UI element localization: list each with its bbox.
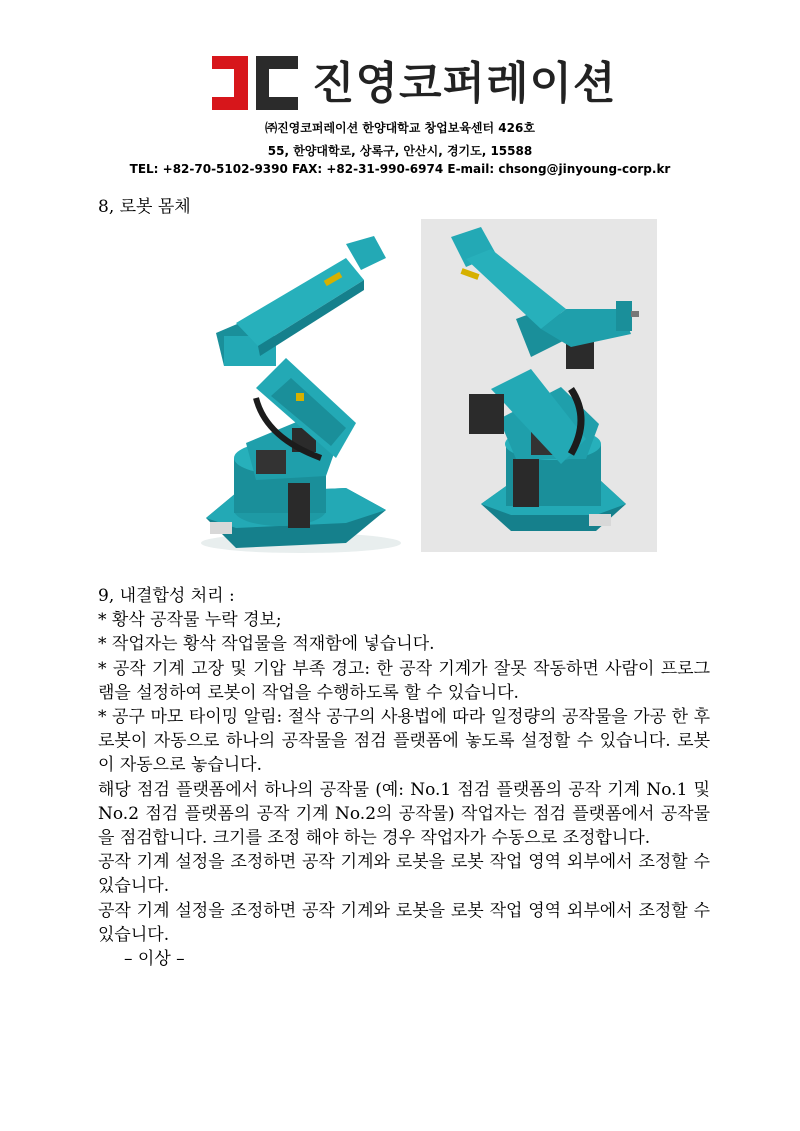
paragraph: * 작업자는 황삭 작업물을 적재함에 넣습니다.: [98, 634, 435, 655]
paragraph: 공작 기계 설정을 조정하면 공작 기계와 로봇을 로봇 작업 영역 외부에서 조정할 수 있습니다.: [98, 852, 710, 897]
paragraph: * 공작 기계 고장 및 기압 부족 경고: 한 공작 기계가 잘못 작동하면 사람이 프로그램을 설정하여 로봇이 작업을 수행하도록 할 수 있습니다.: [98, 658, 710, 703]
paragraph: 9, 내결합성 처리 :: [98, 586, 235, 606]
logo-letter-c: [256, 56, 298, 110]
section-8-title: 8, 로봇 몸체: [98, 197, 191, 217]
company-logo: [208, 54, 300, 112]
section-9-text: [98, 584, 710, 971]
contact-line: TEL: +82-70-5102-9390 FAX: +82-31-990-6974 E-mail: chsong@jinyoung-corp.kr: [129, 162, 671, 176]
paragraph: 공작 기계 설정을 조정하면 공작 기계와 로봇을 로봇 작업 영역 외부에서 조정할 수 있습니다.: [98, 900, 710, 945]
address-line-1: ㈜진영코퍼레이션 한양대학교 창업보육센터 426호: [265, 121, 535, 135]
paragraph: * 황삭 공작물 누락 경보;: [98, 610, 282, 631]
paragraph: * 공구 마모 타이밍 알림: 절삭 공구의 사용법에 따라 일정량의 공작물을 가공 한 후 로봇이 자동으로 하나의 공작물을 점검 플랫폼에 놓도록 설정할 수 있습니다. 로봇이 자동으로 놓습니다.: [98, 707, 710, 776]
address-line-2: 55, 한양대학로, 상록구, 안산시, 경기도, 15588: [267, 144, 533, 158]
robot-photo-2: [421, 219, 657, 552]
robot-photo-1: [196, 218, 402, 566]
paragraph: 해당 점검 플랫폼에서 하나의 공작물 (예: No.1 점검 플랫폼의 공작 기계 No.1 및 No.2 점검 플랫폼의 공작 기계 No.2의 공작물) 작업자는 점검 플랫폼에서 공작물을 점검합니다. 크기를 조정 해야 하는 경우 작업자가 수동으로 조정합니다.: [98, 779, 710, 849]
logo-letter-j: [212, 56, 248, 110]
brand-name: 진영코퍼레이션: [312, 58, 617, 109]
closing-mark: – 이상 –: [124, 949, 185, 970]
